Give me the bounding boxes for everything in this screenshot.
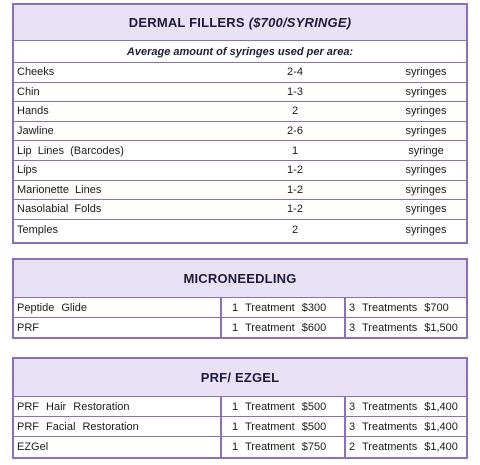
syringe-unit: syringes [405,183,447,196]
treatment-name: EZGel [17,441,49,453]
single-price: 1 Treatment $300 [220,298,344,317]
area-name: Chin [17,85,40,98]
dermal-fillers-title: DERMAL FILLERS [128,15,245,30]
syringe-unit: syringes [405,105,447,118]
syringe-amount: 2 [291,105,299,118]
table-row [14,397,466,417]
area-name: Marionette Lines [17,183,102,196]
single-price: 1 Treatment $500 [220,397,344,416]
dermal-fillers-rows [14,63,466,239]
table-row [14,63,466,83]
table-row [14,200,466,220]
treatment-name: PRF Hair Restoration [17,400,130,413]
dermal-fillers-table [12,3,468,244]
area-name: Cheeks [17,66,55,79]
syringe-amount: 1-3 [287,85,303,98]
area-name: Nasolabial Folds [17,203,102,216]
syringe-amount: 2-4 [287,66,303,79]
table-row [14,298,466,318]
single-price: 1 Treatment $600 [220,318,344,338]
package-price: 3 Treatments $700 [344,298,466,317]
treatment-name: PRF [17,322,39,334]
syringe-amount: 2-6 [287,125,303,138]
table-row [14,141,466,161]
area-name: Hands [17,105,49,118]
package-price: 3 Treatments $1,500 [344,318,466,338]
syringe-unit: syringes [405,223,447,236]
syringe-unit: syringes [405,125,447,138]
dermal-fillers-subtitle: Average amount of syringes used per area: [14,41,466,63]
package-price: 2 Treatments $1,400 [344,437,466,457]
syringe-unit: syringes [405,66,447,79]
area-name: Jawline [17,125,54,138]
area-name: Lips [17,164,38,177]
prf-ezgel-table [12,357,468,459]
table-row [14,161,466,181]
syringe-unit: syringes [405,203,447,216]
table-row [14,122,466,142]
treatment-name: PRF Facial Restoration [17,420,139,433]
package-price: 3 Treatments $1,400 [344,417,466,436]
dermal-fillers-header [14,5,466,41]
single-price: 1 Treatment $500 [220,417,344,436]
syringe-unit: syringes [405,164,447,177]
syringe-amount: 1 [291,144,299,157]
table-row [14,417,466,437]
table-row [14,220,466,240]
package-price: 3 Treatments $1,400 [344,397,466,416]
area-name: Temples [17,223,58,236]
syringe-amount: 1-2 [287,203,303,216]
microneedling-header [14,260,466,298]
dermal-fillers-price: ($700/SYRINGE) [248,15,352,30]
table-row [14,318,466,338]
prf-ezgel-header [14,359,466,397]
microneedling-table [12,258,468,339]
treatment-name: Peptide Glide [17,301,88,314]
syringe-unit: syringe [408,144,444,157]
syringe-unit: syringes [405,85,447,98]
table-row [14,102,466,122]
table-row [14,181,466,201]
single-price: 1 Treatment $750 [220,437,344,457]
table-row [14,83,466,103]
table-row [14,437,466,457]
area-name: Lip Lines (Barcodes) [17,144,124,157]
syringe-amount: 2 [291,223,299,236]
syringe-amount: 1-2 [287,183,303,196]
syringe-amount: 1-2 [287,164,303,177]
prf-ezgel-title: PRF/ EZGEL [200,370,280,385]
microneedling-title: MICRONEEDLING [183,271,297,286]
